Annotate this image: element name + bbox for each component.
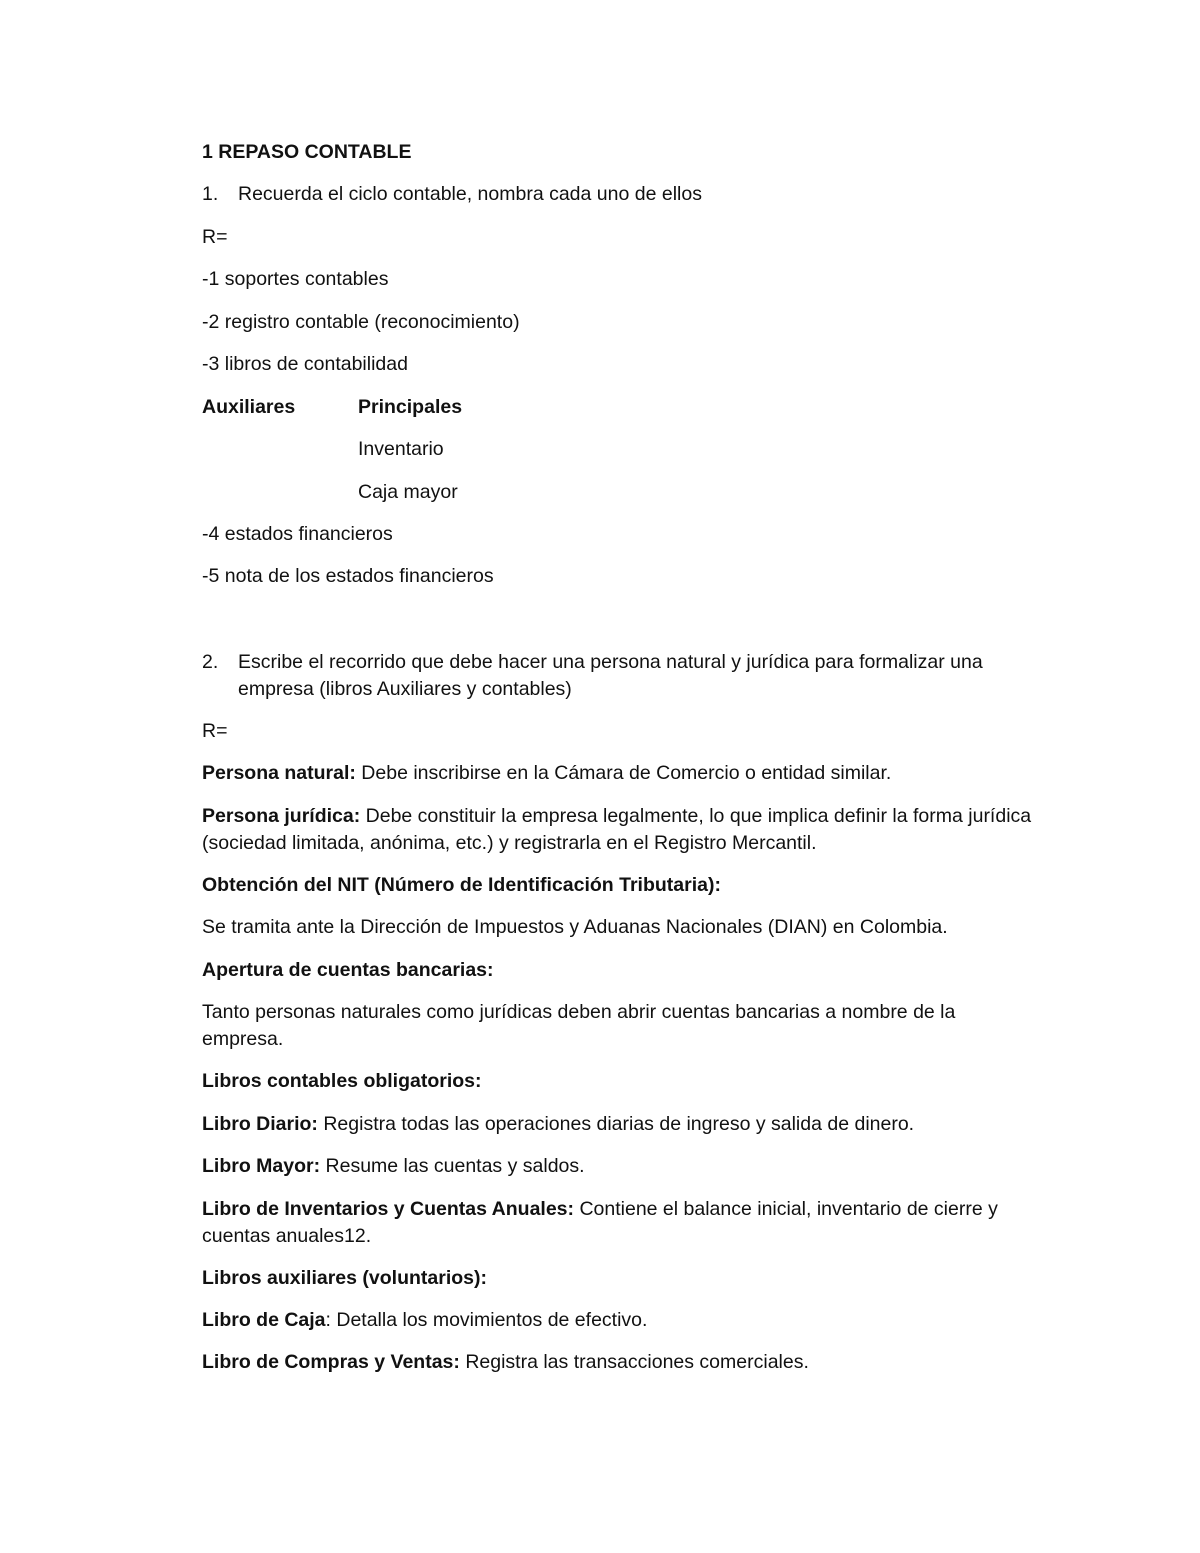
principal-item-caja-mayor: Caja mayor xyxy=(358,481,458,503)
cycle-item-1: -1 soportes contables xyxy=(202,268,389,290)
libro-caja-label: Libro de Caja xyxy=(202,1309,326,1331)
libro-compras-label: Libro de Compras y Ventas: xyxy=(202,1351,460,1373)
nit-text: Se tramita ante la Dirección de Impuestos y Aduanas Nacionales (DIAN) en Colombia. xyxy=(202,916,948,938)
cycle-item-2: -2 registro contable (reconocimiento) xyxy=(202,311,520,333)
persona-juridica xyxy=(202,803,1032,857)
libro-inventarios-label: Libro de Inventarios y Cuentas Anuales: xyxy=(202,1198,575,1220)
cycle-item-4: -4 estados financieros xyxy=(202,523,393,545)
column-principales: Principales xyxy=(358,396,463,418)
principal-item-inventario: Inventario xyxy=(358,438,444,460)
question-1 xyxy=(202,181,702,208)
answer-2-label: R= xyxy=(202,720,228,742)
libro-compras-text: Registra las transacciones comerciales. xyxy=(459,1351,809,1373)
persona-natural-text: Debe inscribirse en la Cámara de Comercio o entidad similar. xyxy=(355,762,892,784)
persona-natural-label: Persona natural: xyxy=(202,762,356,784)
bancos-heading: Apertura de cuentas bancarias: xyxy=(202,959,494,981)
libro-diario-text: Registra todas las operaciones diarias de ingreso y salida de dinero. xyxy=(317,1113,915,1135)
libro-mayor xyxy=(202,1153,585,1180)
question-2-number: 2. xyxy=(202,651,219,673)
answer-1-label: R= xyxy=(202,226,228,248)
question-2-text: Escribe el recorrido que debe hacer una persona natural y jurídica para formalizar una empresa (libros Auxiliares y contables) xyxy=(238,651,983,700)
libro-mayor-text: Resume las cuentas y saldos. xyxy=(320,1155,585,1177)
auxiliares-heading: Libros auxiliares (voluntarios): xyxy=(202,1267,487,1289)
libro-caja-text: : Detalla los movimientos de efectivo. xyxy=(325,1309,648,1331)
persona-natural xyxy=(202,760,891,787)
libro-mayor-label: Libro Mayor: xyxy=(202,1155,321,1177)
question-1-text: Recuerda el ciclo contable, nombra cada uno de ellos xyxy=(238,183,702,205)
persona-juridica-text: Debe constituir la empresa legalmente, lo que implica definir la forma jurídica (sociedad limitada, anónima, etc.) y registrarla en el Registro Mercantil. xyxy=(202,805,1032,854)
question-1-number: 1. xyxy=(202,183,219,205)
bancos-text: Tanto personas naturales como jurídicas deben abrir cuentas bancarias a nombre de la empresa. xyxy=(202,1001,956,1050)
libro-diario xyxy=(202,1111,914,1138)
cycle-item-3: -3 libros de contabilidad xyxy=(202,353,408,375)
libro-inventarios xyxy=(202,1196,1032,1250)
cycle-item-5: -5 nota de los estados financieros xyxy=(202,565,494,587)
document-title: 1 REPASO CONTABLE xyxy=(202,141,412,163)
libro-caja xyxy=(202,1307,647,1334)
column-auxiliares: Auxiliares xyxy=(202,396,296,418)
obligatorios-heading: Libros contables obligatorios: xyxy=(202,1070,482,1092)
libro-inventarios-text: Contiene el balance inicial, inventario de cierre y cuentas anuales12. xyxy=(202,1198,998,1247)
libro-diario-label: Libro Diario: xyxy=(202,1113,318,1135)
persona-juridica-label: Persona jurídica: xyxy=(202,805,361,827)
libro-compras xyxy=(202,1349,809,1376)
nit-heading: Obtención del NIT (Número de Identificación Tributaria): xyxy=(202,874,721,896)
